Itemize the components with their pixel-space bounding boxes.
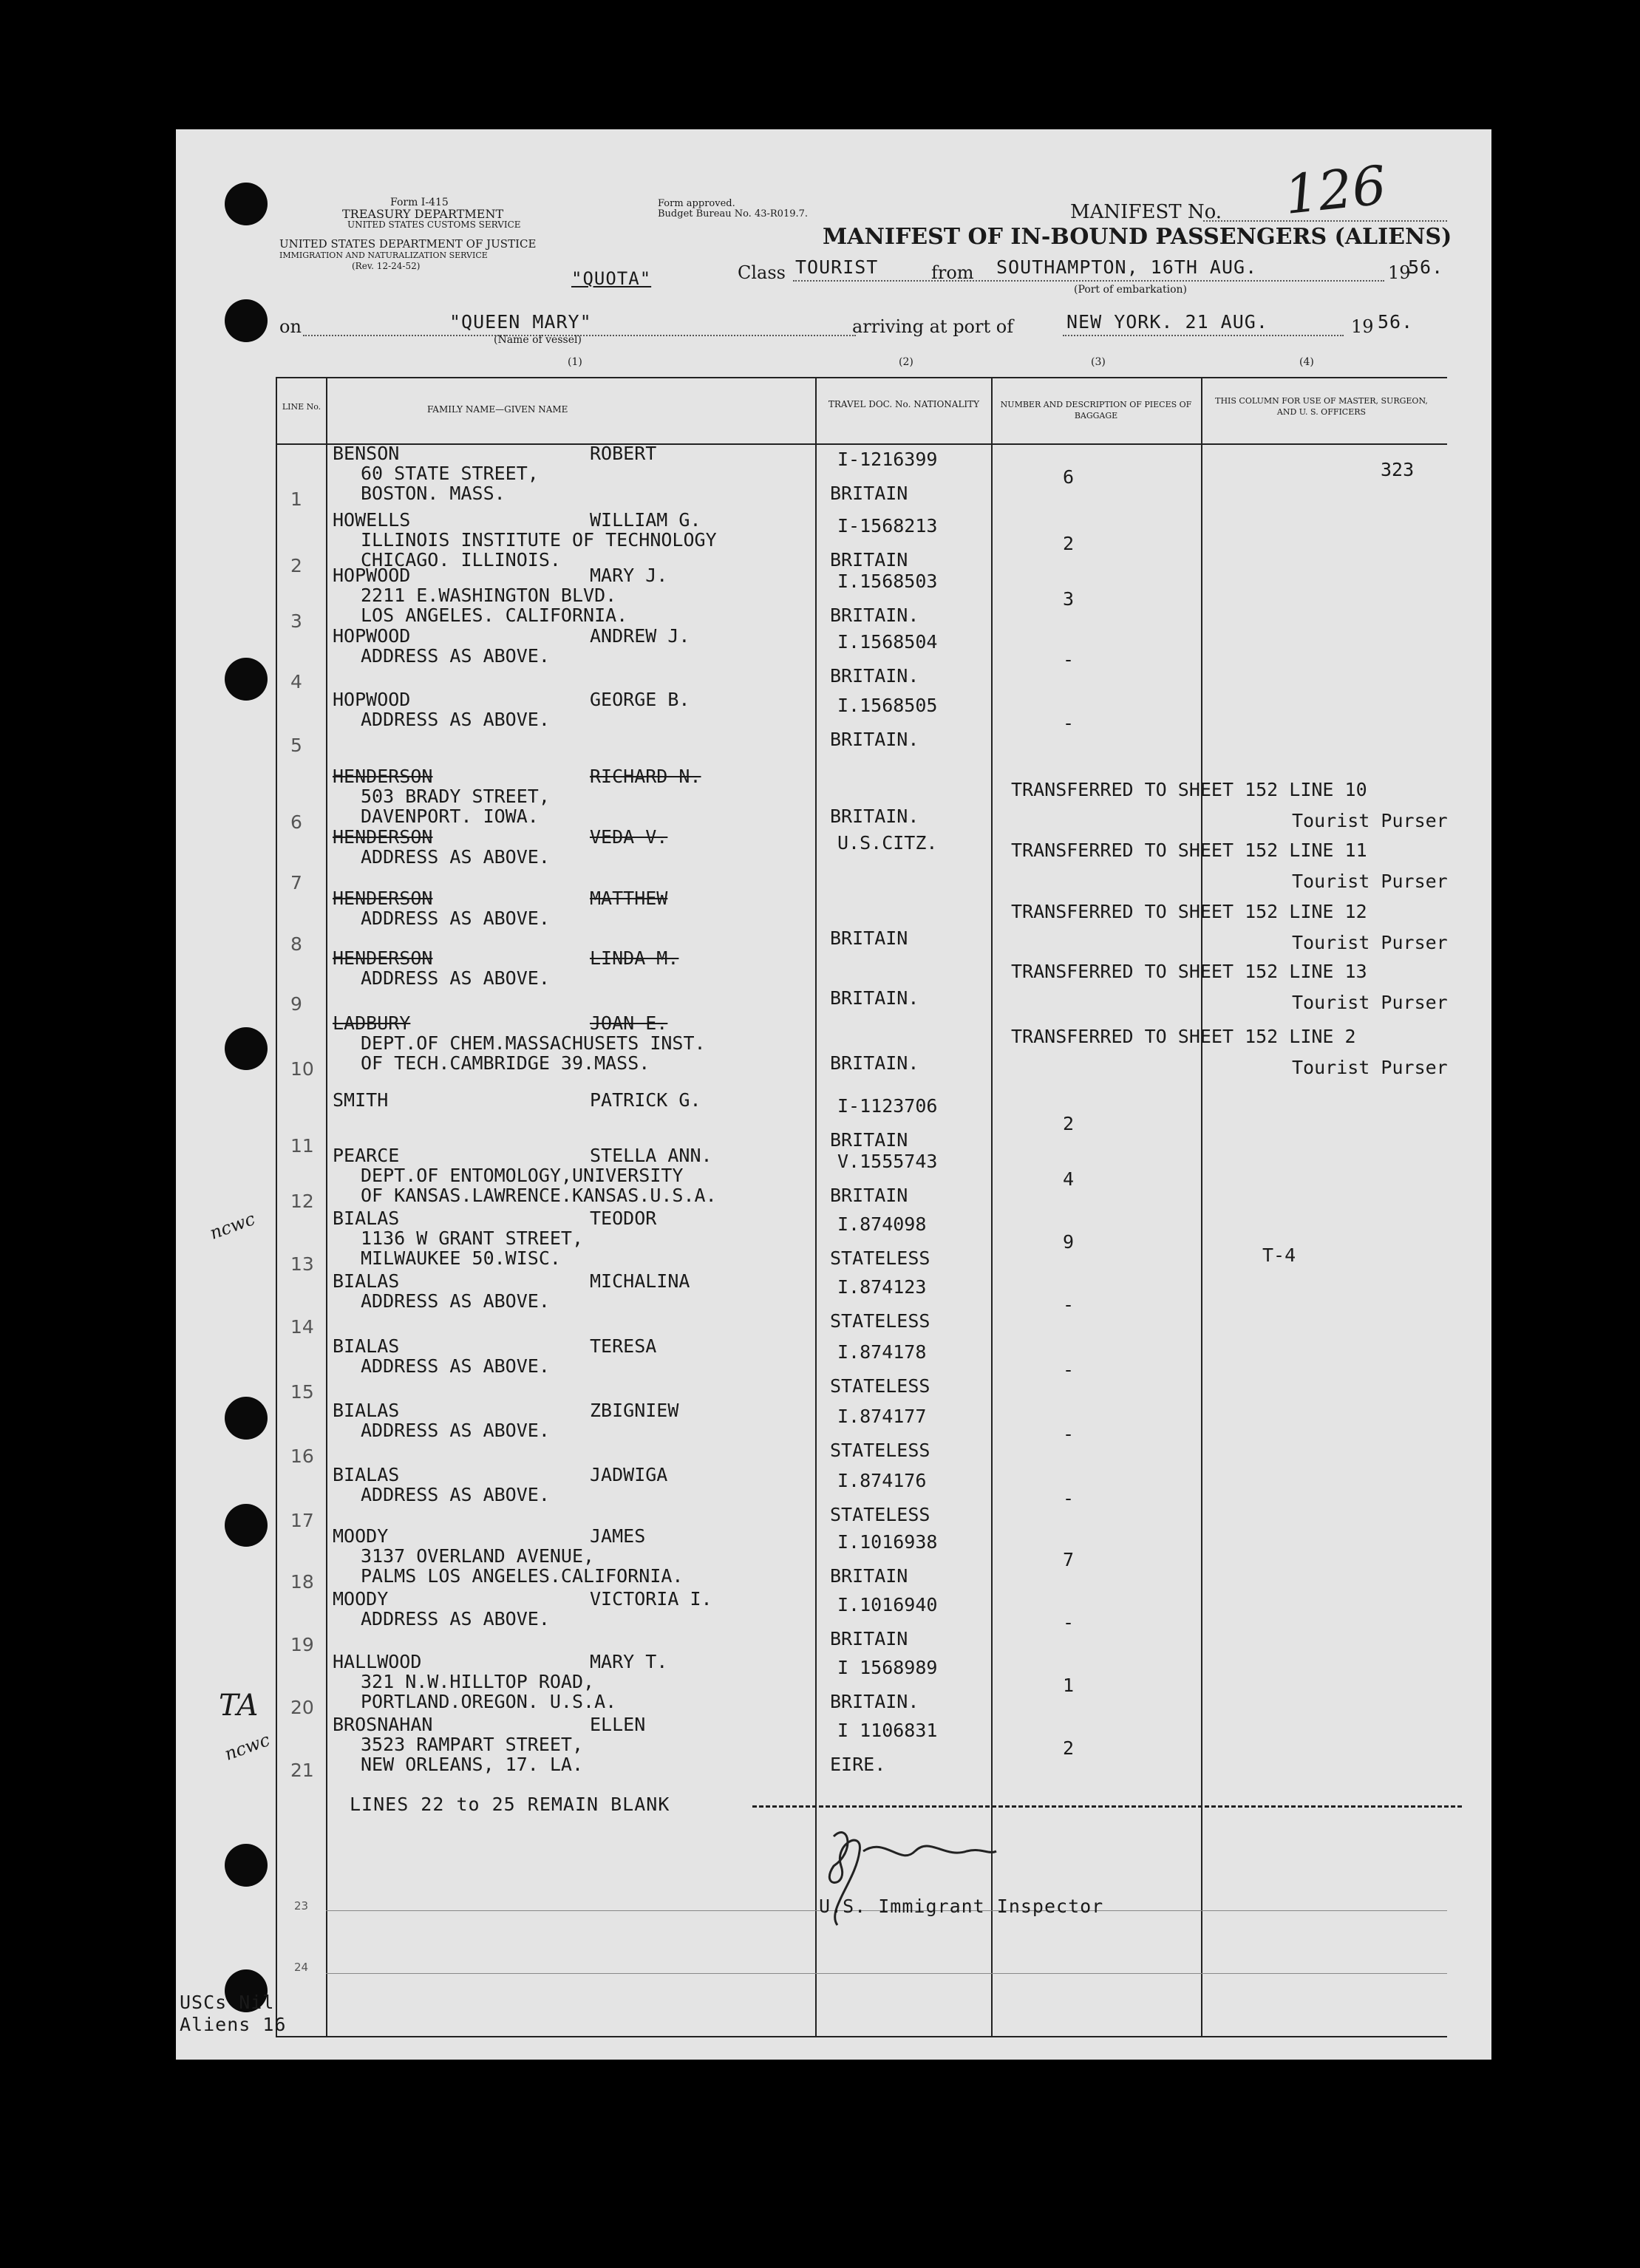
transfer-note: TRANSFERRED TO SHEET 152 LINE 11	[1011, 840, 1367, 861]
address-line-2: MILWAUKEE 50.WISC.	[361, 1247, 561, 1269]
given-name: GEORGE B.	[590, 689, 690, 710]
nationality: STATELESS	[830, 1504, 930, 1525]
arrive-year-label: 19	[1351, 316, 1374, 337]
baggage-count: 9	[1063, 1231, 1075, 1253]
address-line-1: 2211 E.WASHINGTON BLVD.	[361, 585, 617, 606]
header-name: FAMILY NAME—GIVEN NAME	[427, 404, 568, 415]
col-num-1: (1)	[568, 356, 582, 368]
family-name: BIALAS	[333, 1400, 400, 1421]
blank-line-number: 23	[294, 1899, 309, 1913]
given-name: JOAN E.	[590, 1012, 668, 1034]
officer-note: 323	[1381, 459, 1415, 480]
purser-note: Tourist Purser	[1292, 992, 1448, 1013]
family-name: HOPWOOD	[333, 565, 411, 586]
purser-note: Tourist Purser	[1292, 871, 1448, 892]
given-name: JAMES	[590, 1525, 646, 1547]
form-approved: Form approved.	[658, 198, 735, 209]
nationality: BRITAIN.	[830, 987, 919, 1009]
baggage-count: -	[1063, 1488, 1075, 1509]
header-baggage: NUMBER AND DESCRIPTION OF PIECES OF BAGGAGE	[1000, 400, 1192, 420]
form-number: Form I-415	[390, 197, 449, 208]
table-bottom-rule	[276, 2036, 1447, 2037]
travel-doc: I.874098	[837, 1213, 927, 1235]
line-number: 6	[290, 811, 302, 833]
baggage-count: 1	[1063, 1675, 1075, 1696]
arriving-label: arriving at port of	[852, 316, 1014, 337]
family-name: PEARCE	[333, 1145, 400, 1166]
officer-note: T-4	[1262, 1244, 1296, 1266]
given-name: ZBIGNIEW	[590, 1400, 679, 1421]
transfer-note: TRANSFERRED TO SHEET 152 LINE 2	[1011, 1026, 1356, 1047]
baggage-count: -	[1063, 1359, 1075, 1380]
given-name: TEODOR	[590, 1208, 657, 1229]
address-line-1: ADDRESS AS ABOVE.	[361, 846, 550, 868]
line-number: 10	[290, 1058, 314, 1080]
given-name: WILLIAM G.	[590, 509, 701, 531]
family-name: BENSON	[333, 443, 400, 464]
nationality: STATELESS	[830, 1310, 930, 1332]
nationality: BRITAIN.	[830, 1691, 919, 1712]
nationality: BRITAIN.	[830, 729, 919, 750]
treasury-dept: TREASURY DEPARTMENT	[342, 207, 504, 221]
family-name: SMITH	[333, 1089, 389, 1111]
line-number: 1	[290, 488, 302, 510]
family-name: HOPWOOD	[333, 689, 411, 710]
nationality: BRITAIN	[830, 1628, 908, 1649]
punch-hole	[225, 658, 268, 701]
embarkation-label: (Port of embarkation)	[1074, 284, 1187, 296]
address-line-1: ADDRESS AS ABOVE.	[361, 1420, 550, 1441]
line-number: 4	[290, 671, 302, 692]
family-name: HENDERSON	[333, 766, 433, 787]
line-number: 15	[290, 1381, 314, 1403]
travel-doc: I 1106831	[837, 1720, 938, 1741]
family-name: HALLWOOD	[333, 1651, 422, 1672]
vessel-name-label: (Name of vessel)	[494, 334, 582, 346]
given-name: VICTORIA I.	[590, 1588, 712, 1610]
baggage-count: 4	[1063, 1168, 1075, 1190]
baggage-count: -	[1063, 1423, 1075, 1445]
address-line-2: OF KANSAS.LAWRENCE.KANSAS.U.S.A.	[361, 1185, 717, 1206]
address-line-1: 503 BRADY STREET,	[361, 786, 550, 807]
immigration-service: IMMIGRATION AND NATURALIZATION SERVICE	[279, 251, 488, 260]
margin-note: TA	[219, 1689, 259, 1723]
officer-col-rule	[1201, 377, 1202, 2036]
address-line-1: 3523 RAMPART STREET,	[361, 1734, 584, 1755]
table-left-rule	[276, 377, 277, 2036]
nationality: BRITAIN	[830, 1185, 908, 1206]
purser-note: Tourist Purser	[1292, 932, 1448, 953]
given-name: MATTHEW	[590, 888, 668, 909]
margin-note: ncwc	[207, 1208, 258, 1244]
given-name: MARY J.	[590, 565, 668, 586]
travel-doc: I.874178	[837, 1341, 927, 1363]
family-name: LADBURY	[333, 1012, 411, 1034]
travel-doc: I-1568213	[837, 515, 938, 537]
given-name: TERESA	[590, 1335, 657, 1357]
family-name: BIALAS	[333, 1464, 400, 1485]
table-header-rule	[276, 443, 1447, 445]
given-name: LINDA M.	[590, 947, 679, 969]
nationality: BRITAIN	[830, 1129, 908, 1151]
family-name: HOPWOOD	[333, 625, 411, 647]
baggage-col-rule	[991, 377, 993, 2036]
col-num-4: (4)	[1299, 356, 1314, 368]
line-number: 14	[290, 1316, 314, 1338]
address-line-2: BOSTON. MASS.	[361, 483, 506, 504]
family-name: HENDERSON	[333, 947, 433, 969]
punch-hole	[225, 299, 268, 342]
manifest-sheet	[176, 129, 1491, 2060]
family-name: BROSNAHAN	[333, 1714, 433, 1735]
margin-note: ncwc	[222, 1729, 273, 1765]
col-num-3: (3)	[1091, 356, 1106, 368]
given-name: JADWIGA	[590, 1464, 668, 1485]
nationality: BRITAIN	[830, 927, 908, 949]
given-name: ROBERT	[590, 443, 657, 464]
given-name: ELLEN	[590, 1714, 646, 1735]
line-number: 19	[290, 1634, 314, 1655]
address-line-1: ADDRESS AS ABOVE.	[361, 907, 550, 929]
manifest-number: 126	[1281, 154, 1389, 226]
address-line-1: ADDRESS AS ABOVE.	[361, 1355, 550, 1377]
class-label: Class	[738, 262, 786, 283]
address-line-1: 3137 OVERLAND AVENUE,	[361, 1545, 595, 1567]
baggage-count: 2	[1063, 1737, 1075, 1759]
blank-lines-note: LINES 22 to 25 REMAIN BLANK	[350, 1794, 670, 1815]
line-number: 20	[290, 1697, 314, 1718]
travel-doc: I 1568989	[837, 1657, 938, 1678]
travel-doc: U.S.CITZ.	[837, 832, 938, 854]
baggage-count: 2	[1063, 533, 1075, 554]
baggage-count: -	[1063, 712, 1075, 734]
given-name: RICHARD N.	[590, 766, 701, 787]
travel-doc: V.1555743	[837, 1151, 938, 1172]
address-line-1: ADDRESS AS ABOVE.	[361, 967, 550, 989]
travel-doc: I.1568504	[837, 631, 938, 653]
given-name: STELLA ANN.	[590, 1145, 712, 1166]
line-number: 3	[290, 610, 302, 632]
nationality: EIRE.	[830, 1754, 886, 1775]
nationality: BRITAIN.	[830, 1052, 919, 1074]
line-number: 11	[290, 1135, 314, 1157]
address-line-1: ILLINOIS INSTITUTE OF TECHNOLOGY	[361, 529, 717, 551]
address-line-2: NEW ORLEANS, 17. LA.	[361, 1754, 584, 1775]
baggage-count: -	[1063, 1294, 1075, 1315]
given-name: VEDA V.	[590, 826, 668, 848]
header-doc: TRAVEL DOC. No. NATIONALITY	[828, 399, 980, 409]
blank-dashes	[752, 1805, 1462, 1808]
form-revision: (Rev. 12-24-52)	[352, 261, 421, 271]
address-line-1: 321 N.W.HILLTOP ROAD,	[361, 1671, 595, 1692]
nationality: BRITAIN.	[830, 665, 919, 687]
given-name: MARY T.	[590, 1651, 668, 1672]
from-value: SOUTHAMPTON, 16TH AUG.	[996, 256, 1258, 278]
manifest-number-label: MANIFEST No.	[1070, 201, 1222, 223]
nationality: BRITAIN.	[830, 605, 919, 626]
nationality: BRITAIN.	[830, 806, 919, 827]
travel-doc: I.874176	[837, 1470, 927, 1491]
travel-doc: I.1568505	[837, 695, 938, 716]
line-number: 13	[290, 1253, 314, 1275]
address-line-1: ADDRESS AS ABOVE.	[361, 709, 550, 730]
address-line-2: OF TECH.CAMBRIDGE 39.MASS.	[361, 1052, 650, 1074]
given-name: PATRICK G.	[590, 1089, 701, 1111]
baggage-count: -	[1063, 649, 1075, 670]
line-number: 21	[290, 1760, 314, 1781]
nationality: STATELESS	[830, 1440, 930, 1461]
quota-label: "QUOTA"	[571, 268, 652, 289]
baggage-count: 3	[1063, 588, 1075, 610]
manifest-title: MANIFEST OF IN-BOUND PASSENGERS (ALIENS)	[823, 224, 1452, 250]
address-line-2: CHICAGO. ILLINOIS.	[361, 549, 561, 571]
line-number: 16	[290, 1445, 314, 1467]
address-line-1: 60 STATE STREET,	[361, 463, 539, 484]
address-line-1: DEPT.OF CHEM.MASSACHUSETS INST.	[361, 1032, 706, 1054]
line-number: 12	[290, 1191, 314, 1212]
family-name: HENDERSON	[333, 826, 433, 848]
family-name: MOODY	[333, 1588, 389, 1610]
nationality: BRITAIN	[830, 1565, 908, 1587]
baggage-count: -	[1063, 1612, 1075, 1633]
justice-dept: UNITED STATES DEPARTMENT OF JUSTICE	[279, 237, 537, 251]
family-name: MOODY	[333, 1525, 389, 1547]
address-line-2: PALMS LOS ANGELES.CALIFORNIA.	[361, 1565, 684, 1587]
address-line-1: ADDRESS AS ABOVE.	[361, 1290, 550, 1312]
table-top-rule	[276, 377, 1447, 378]
inspector-label: U.S. Immigrant Inspector	[819, 1896, 1104, 1917]
travel-doc: I-1123706	[837, 1095, 938, 1117]
from-label: from	[931, 262, 974, 283]
line-number: 8	[290, 933, 302, 955]
family-name: BIALAS	[333, 1208, 400, 1229]
baggage-count: 6	[1063, 466, 1075, 488]
header-line: LINE No.	[282, 402, 321, 412]
blank-line-number: 24	[294, 1961, 309, 1974]
nationality: STATELESS	[830, 1375, 930, 1397]
line-number: 18	[290, 1571, 314, 1593]
purser-note: Tourist Purser	[1292, 1057, 1448, 1078]
address-line-1: 1136 W GRANT STREET,	[361, 1227, 584, 1249]
port-line	[1063, 332, 1344, 336]
address-line-2: LOS ANGELES. CALIFORNIA.	[361, 605, 628, 626]
travel-doc: I.874123	[837, 1276, 927, 1298]
line-col-rule	[326, 377, 327, 2036]
family-name: BIALAS	[333, 1270, 400, 1292]
punch-hole	[225, 1397, 268, 1440]
given-name: ANDREW J.	[590, 625, 690, 647]
address-line-2: DAVENPORT. IOWA.	[361, 806, 539, 827]
punch-hole	[225, 1844, 268, 1887]
year-value: 56.	[1408, 256, 1444, 278]
punch-hole	[225, 183, 268, 225]
transfer-note: TRANSFERRED TO SHEET 152 LINE 10	[1011, 779, 1367, 800]
aliens-total: Aliens 16	[180, 2014, 287, 2035]
header-officers: THIS COLUMN FOR USE OF MASTER, SURGEON, AND U. S. OFFICERS	[1215, 396, 1428, 417]
uscs-total: USCs Nil	[180, 1992, 275, 2013]
nationality: BRITAIN	[830, 483, 908, 504]
arrival-port: NEW YORK. 21 AUG.	[1066, 311, 1268, 333]
travel-doc: I.1016938	[837, 1531, 938, 1553]
doc-col-rule	[815, 377, 817, 2036]
class-line	[793, 277, 1384, 282]
col-num-2: (2)	[899, 356, 913, 368]
address-line-2: PORTLAND.OREGON. U.S.A.	[361, 1691, 617, 1712]
year-label: 19	[1388, 262, 1411, 283]
address-line-1: DEPT.OF ENTOMOLOGY,UNIVERSITY	[361, 1165, 684, 1186]
blank-row-rule	[326, 1973, 1447, 1974]
nationality: STATELESS	[830, 1247, 930, 1269]
class-value: TOURIST	[795, 256, 879, 278]
on-label: on	[279, 316, 302, 337]
travel-doc: I.1016940	[837, 1594, 938, 1615]
transfer-note: TRANSFERRED TO SHEET 152 LINE 12	[1011, 901, 1367, 922]
transfer-note: TRANSFERRED TO SHEET 152 LINE 13	[1011, 961, 1367, 982]
address-line-1: ADDRESS AS ABOVE.	[361, 1484, 550, 1505]
travel-doc: I.1568503	[837, 571, 938, 592]
family-name: BIALAS	[333, 1335, 400, 1357]
family-name: HENDERSON	[333, 888, 433, 909]
budget-bureau: Budget Bureau No. 43-R019.7.	[658, 208, 809, 219]
given-name: MICHALINA	[590, 1270, 690, 1292]
line-number: 5	[290, 735, 302, 756]
line-number: 7	[290, 872, 302, 893]
arrive-year-value: 56.	[1378, 311, 1414, 333]
punch-hole	[225, 1504, 268, 1547]
line-number: 17	[290, 1510, 314, 1531]
baggage-count: 2	[1063, 1113, 1075, 1134]
purser-note: Tourist Purser	[1292, 810, 1448, 831]
line-number: 2	[290, 555, 302, 576]
address-line-1: ADDRESS AS ABOVE.	[361, 645, 550, 667]
travel-doc: I.874177	[837, 1406, 927, 1427]
nationality: BRITAIN	[830, 549, 908, 571]
vessel-name: "QUEEN MARY"	[449, 311, 592, 333]
travel-doc: I-1216399	[837, 449, 938, 470]
line-number: 9	[290, 993, 302, 1015]
baggage-count: 7	[1063, 1549, 1075, 1570]
customs-service: UNITED STATES CUSTOMS SERVICE	[347, 219, 521, 230]
address-line-1: ADDRESS AS ABOVE.	[361, 1608, 550, 1630]
punch-hole	[225, 1027, 268, 1070]
family-name: HOWELLS	[333, 509, 411, 531]
